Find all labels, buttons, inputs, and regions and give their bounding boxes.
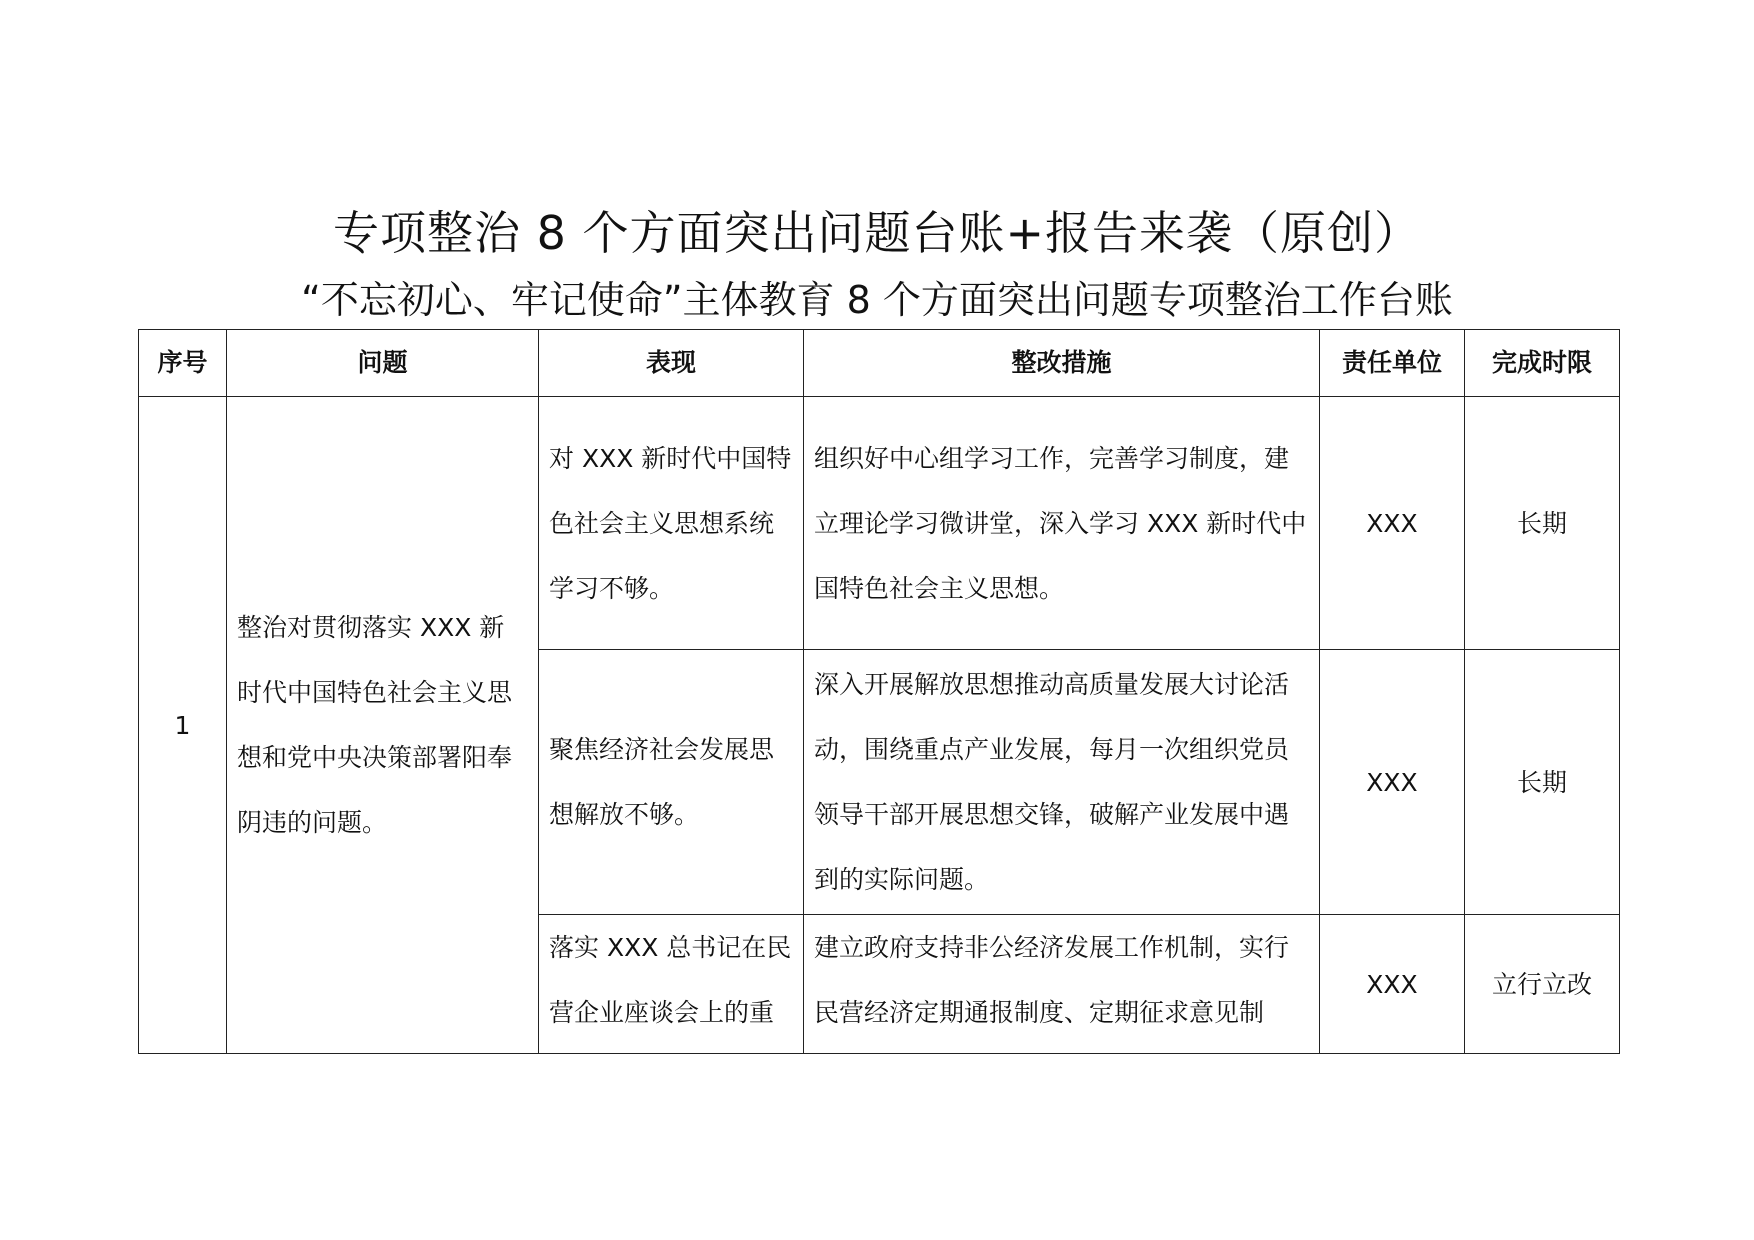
- header-manifestation: 表现: [539, 330, 804, 397]
- manifestation-text: 落实 XXX 总书记在民营企业座谈会上的重: [549, 933, 792, 1027]
- issue-text: 整治对贯彻落实 XXX 新时代中国特色社会主义思想和党中央决策部署阳奉阴违的问题。: [237, 613, 513, 837]
- header-measures: 整改措施: [804, 330, 1320, 397]
- measures-cell: 组织好中心组学习工作，完善学习制度，建立理论学习微讲堂，深入学习 XXX 新时代中国特色社会主义思想。: [804, 397, 1320, 650]
- deadline-cell: 长期: [1465, 650, 1620, 915]
- serial-number-cell: 1: [139, 397, 227, 1054]
- manifestation-cell: [539, 915, 804, 1054]
- deadline-cell: 长期: [1465, 397, 1620, 650]
- ledger-table: [138, 329, 1620, 1054]
- header-deadline: 完成时限: [1465, 330, 1620, 397]
- measures-cell: 深入开展解放思想推动高质量发展大讨论活动，围绕重点产业发展，每月一次组织党员领导干部开展思想交锋，破解产业发展中遇到的实际问题。: [804, 650, 1320, 915]
- table-header-row: [139, 330, 1620, 397]
- table-row: [139, 397, 1620, 650]
- measures-text: 建立政府支持非公经济发展工作机制，实行民营经济定期通报制度、定期征求意见制: [814, 933, 1290, 1027]
- manifestation-cell: 聚焦经济社会发展思想解放不够。: [539, 650, 804, 915]
- responsible-unit-cell: XXX: [1320, 650, 1465, 915]
- header-serial-number: 序号: [139, 330, 227, 397]
- responsible-unit-cell: XXX: [1320, 915, 1465, 1054]
- issue-cell: [227, 397, 539, 1054]
- page-subtitle: “不忘初心、牢记使命”主体教育 8 个方面突出问题专项整治工作台账: [301, 278, 1453, 322]
- page-title: 专项整治 8 个方面突出问题台账+报告来袭（原创）: [332, 206, 1422, 260]
- measures-cell: [804, 915, 1320, 1054]
- responsible-unit-cell: XXX: [1320, 397, 1465, 650]
- manifestation-cell: 对 XXX 新时代中国特色社会主义思想系统学习不够。: [539, 397, 804, 650]
- header-issue: 问题: [227, 330, 539, 397]
- deadline-cell: 立行立改: [1465, 915, 1620, 1054]
- header-responsible-unit: 责任单位: [1320, 330, 1465, 397]
